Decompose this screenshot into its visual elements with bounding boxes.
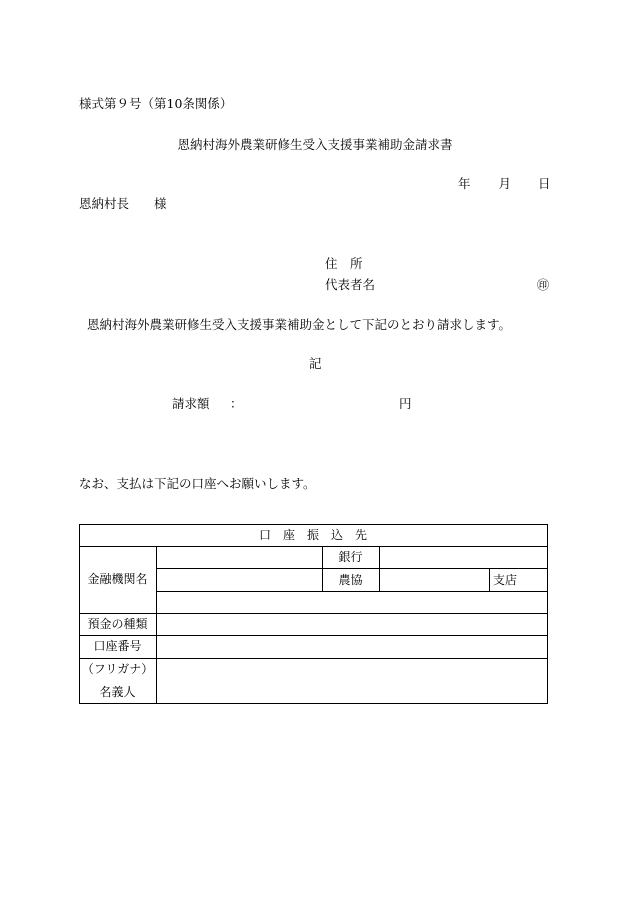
financial-institution-label: 金融機関名 — [87, 572, 148, 586]
furigana-label: （フリガナ） — [81, 662, 154, 676]
addressee: 恩納村長 様 — [79, 196, 167, 211]
amount-colon: ： — [230, 396, 243, 411]
date-month: 月 — [498, 176, 512, 191]
amount-unit: 円 — [399, 396, 412, 411]
account-number-label: 口座番号 — [93, 639, 142, 653]
branch-label: 支店 — [493, 573, 518, 587]
request-statement: 恩納村海外農業研修生受入支援事業補助金として下記のとおり請求します。 — [87, 317, 512, 332]
date-year: 年 — [458, 176, 471, 191]
bank-label: 銀行 — [338, 550, 363, 564]
form-number: 様式第９号（第10条関係） — [79, 96, 233, 111]
date-day: 日 — [538, 176, 551, 191]
seal-mark: ㊞ — [537, 278, 550, 292]
account-holder-label: 名義人 — [99, 685, 136, 699]
payment-note: なお、支払は下記の口座へお願いします。 — [79, 476, 316, 491]
date-line — [458, 178, 551, 191]
bank-table-header: 口 座 振 込 先 — [258, 528, 367, 542]
ki-label: 記 — [309, 356, 322, 371]
amount-label: 請求額 — [172, 396, 210, 411]
representative-label: 代表者名 — [325, 277, 376, 292]
document-title: 恩納村海外農業研修生受入支援事業補助金請求書 — [177, 137, 453, 152]
agri-coop-label: 農協 — [338, 573, 363, 587]
address-label: 住 所 — [325, 256, 363, 271]
deposit-type-label: 預金の種類 — [87, 617, 148, 631]
